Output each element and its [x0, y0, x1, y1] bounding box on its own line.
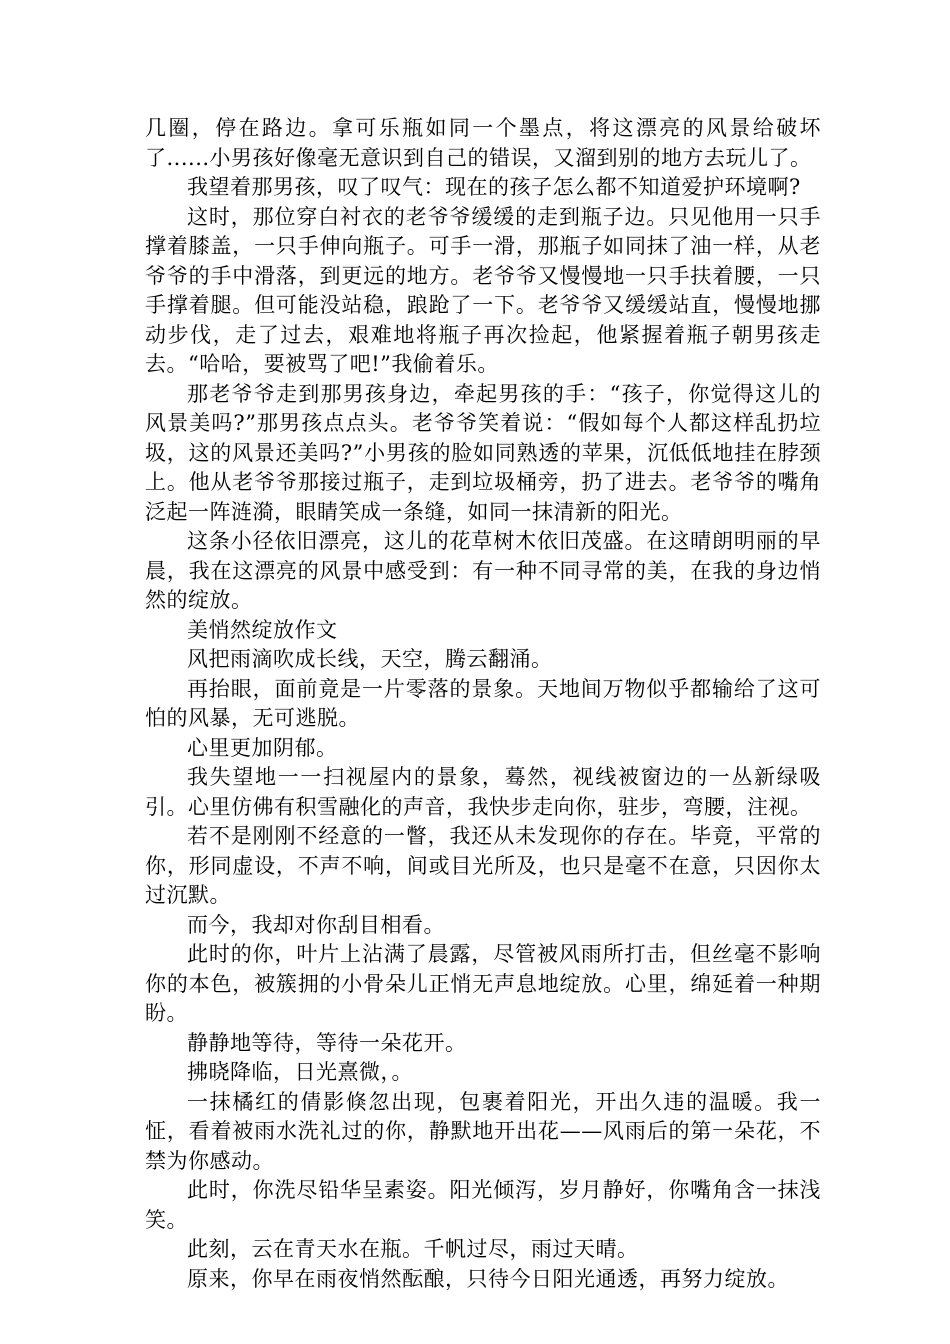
- paragraph-4: 那老爷爷走到那男孩身边，牵起男孩的手：“孩子，你觉得这儿的风景美吗?”那男孩点点头。老爷爷笑着说：“假如每个人都这样乱扔垃圾，这的风景还美吗?”小男孩的脸如同熟透的苹果，沉低低地挂在脖颈上。他从老爷爷那接过瓶子，走到垃圾桶旁，扔了进去。老爷爷的嘴角泛起一阵涟漪，眼睛笑成一条缝，如同一抹清新的阳光。: [145, 381, 821, 524]
- document-body: [145, 114, 821, 1294]
- paragraph-3: 这时，那位穿白衬衣的老爷爷缓缓的走到瓶子边。只见他用一只手撑着膝盖，一只手伸向瓶子。可手一滑，那瓶子如同抹了油一样，从老爷爷的手中滑落，到更远的地方。老爷爷又慢慢地一只手扶着腰，一只手撑着腿。但可能没站稳，踉跄了一下。老爷爷又缓缓站直，慢慢地挪动步伐，走了过去，艰难地将瓶子再次捡起，他紧握着瓶子朝男孩走去。“哈哈，要被骂了吧!”我偷着乐。: [145, 204, 821, 376]
- paragraph-2: 我望着那男孩，叹了叹气：现在的孩子怎么都不知道爱护环境啊?: [187, 175, 801, 199]
- paragraph-19: 原来，你早在雨夜悄然酝酿，只待今日阳光通透，再努力绽放。: [187, 1266, 789, 1291]
- paragraph-11: 若不是刚刚不经意的一瞥，我还从未发现你的存在。毕竟，平常的你，形同虚设，不声不响，间或目光所及，也只是毫不在意，只因你太过沉默。: [145, 824, 821, 907]
- paragraph-17: 此时，你洗尽铅华呈素姿。阳光倾泻，岁月静好，你嘴角含一抹浅笑。: [145, 1178, 821, 1232]
- paragraph-8: 再抬眼，面前竟是一片零落的景象。天地间万物似乎都输给了这可怕的风暴，无可逃脱。: [145, 676, 821, 730]
- paragraph-14: 静静地等待，等待一朵花开。: [187, 1030, 467, 1055]
- paragraph-1: 几圈，停在路边。拿可乐瓶如同一个墨点，将这漂亮的风景给破坏了......小男孩好像毫无意识到自己的错误，又溜到别的地方去玩儿了。: [145, 116, 821, 170]
- paragraph-13: 此时的你，叶片上沾满了晨露，尽管被风雨所打击，但丝毫不影响你的本色，被簇拥的小骨朵儿正悄无声息地绽放。心里，绵延着一种期盼。: [145, 942, 821, 1025]
- paragraph-16: 一抹橘红的倩影倏忽出现，包裹着阳光，开出久违的温暖。我一怔，看着被雨水洗礼过的你，静默地开出花——风雨后的第一朵花，不禁为你感动。: [145, 1089, 821, 1173]
- paragraph-7: 风把雨滴吹成长线，天空，腾云翻涌。: [187, 647, 553, 671]
- paragraph-12: 而今，我却对你刮目相看。: [187, 912, 445, 937]
- paragraph-15: 拂晓降临，日光熹微，。: [187, 1060, 413, 1084]
- paragraph-9: 心里更加阴郁。: [187, 735, 338, 760]
- essay-title: 美悄然绽放作文: [187, 617, 338, 642]
- paragraph-5: 这条小径依旧漂亮，这儿的花草树木依旧茂盛。在这晴朗明丽的早晨，我在这漂亮的风景中感受到：有一种不同寻常的美，在我的身边悄然的绽放。: [145, 529, 821, 612]
- paragraph-18: 此刻，云在青天水在瓶。千帆过尽，雨过天晴。: [187, 1237, 639, 1261]
- paragraph-10: 我失望地一一扫视屋内的景象，蓦然，视线被窗边的一丛新绿吸引。心里仿佛有积雪融化的声音，我快步走向你，驻步，弯腰，注视。: [145, 765, 821, 819]
